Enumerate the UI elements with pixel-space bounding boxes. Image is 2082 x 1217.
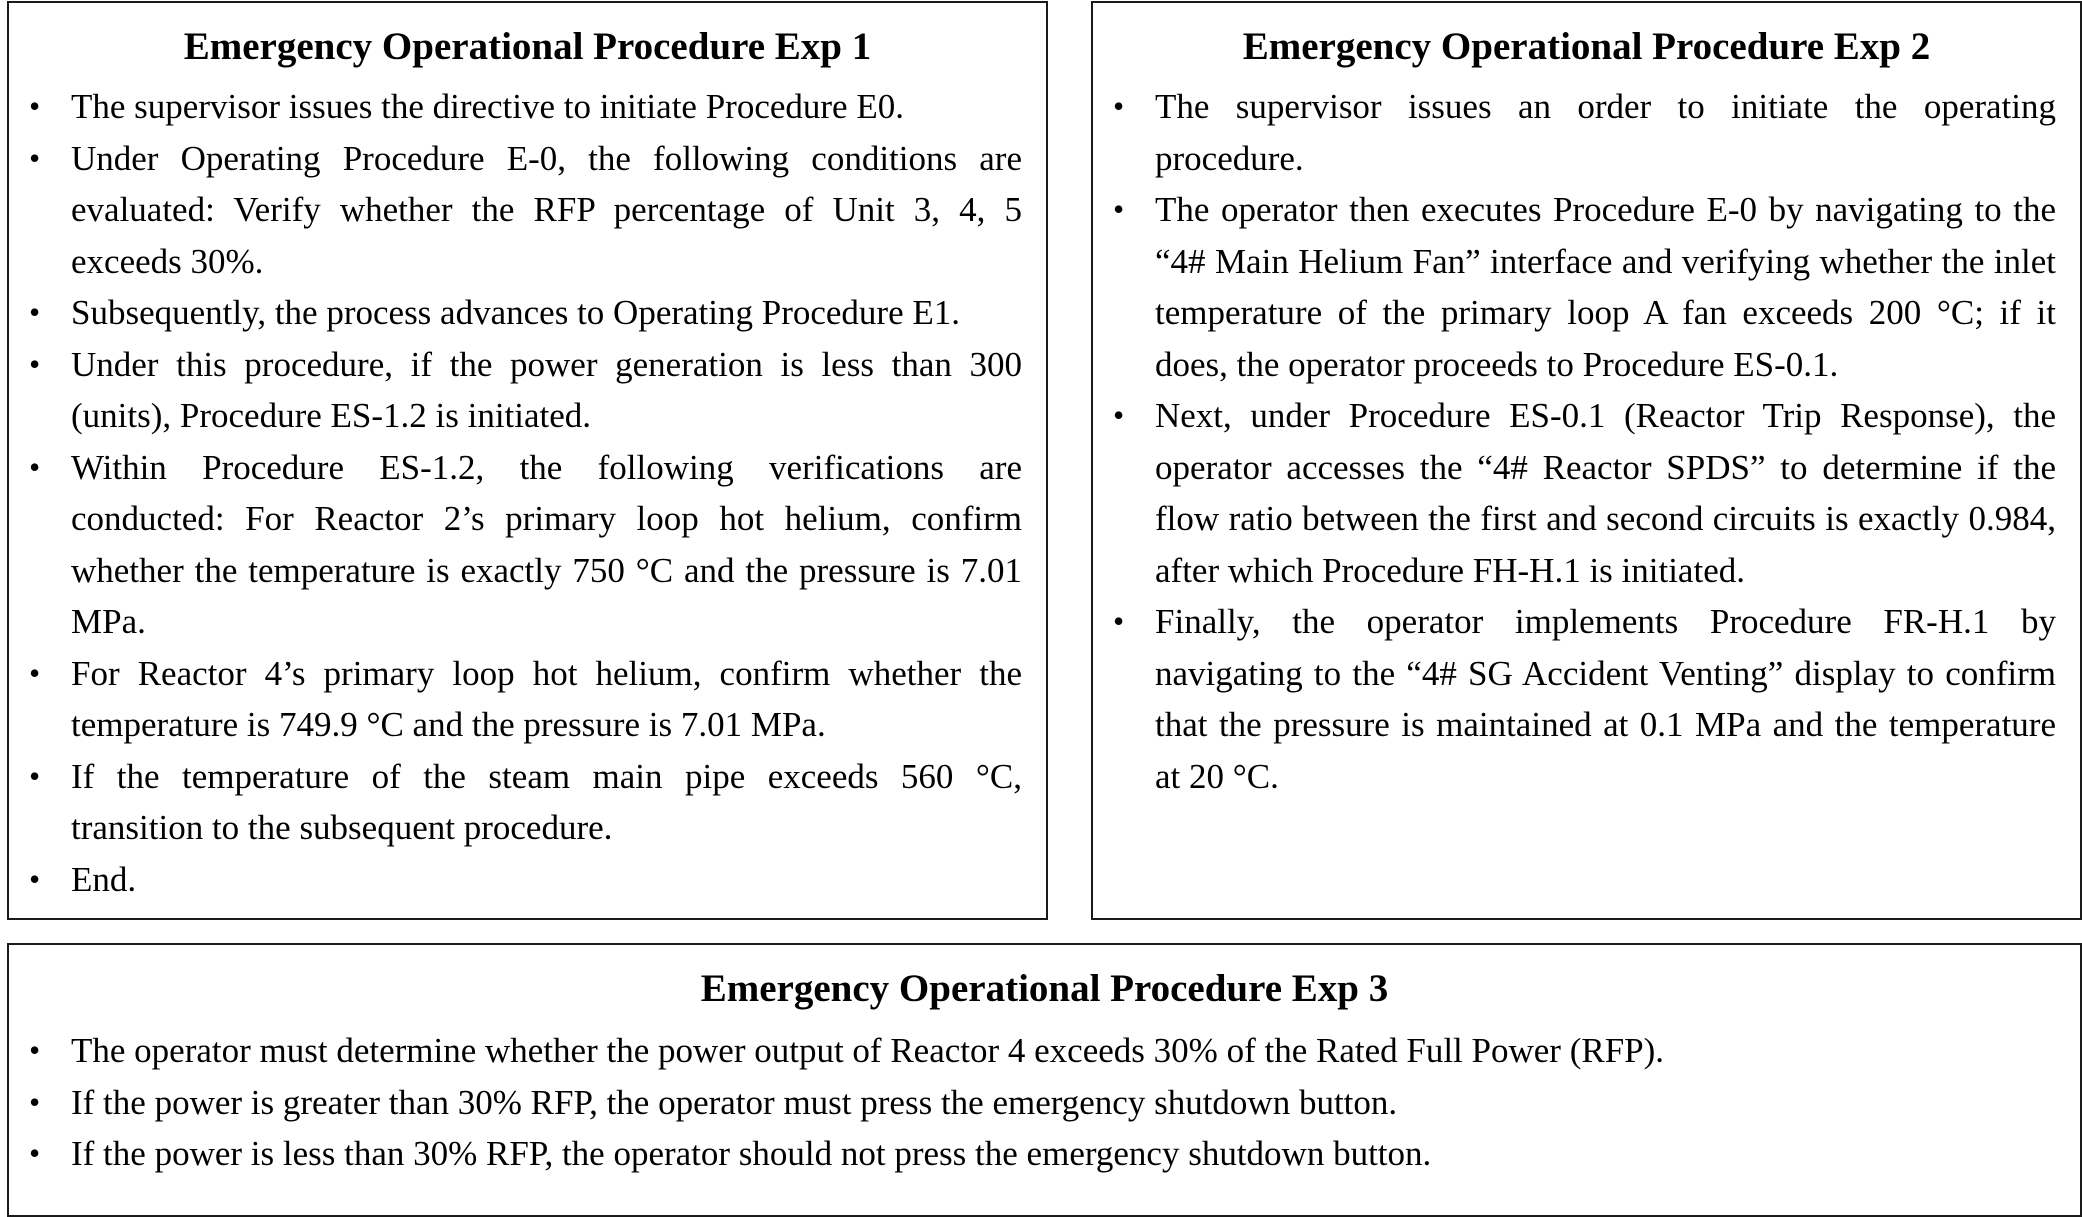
step-text: Under Operating Procedure E-0, the following conditions are evaluated: Verify whether the RFP percentage of Unit 3, 4, 5 exceeds 30%.	[71, 138, 1022, 281]
step-text: If the power is greater than 30% RFP, the operator must press the emergency shutdown button.	[71, 1082, 1398, 1122]
step-text: Within Procedure ES-1.2, the following verifications are conducted: For Reactor 2’s primary loop hot helium, confirm whether the temperature is exactly 750 °C and the pressure is 7.01 MPa.	[71, 447, 1022, 641]
bullet-icon: •	[29, 1083, 41, 1120]
step-text: The operator must determine whether the power output of Reactor 4 exceeds 30% of the Rated Full Power (RFP).	[71, 1031, 1665, 1070]
procedure-step-list	[1113, 81, 2056, 802]
list-item	[1113, 184, 2056, 390]
bullet-icon: •	[1113, 603, 1125, 639]
bullet-icon: •	[1113, 191, 1125, 227]
bullet-icon: •	[29, 448, 41, 485]
bullet-icon: •	[29, 1135, 41, 1171]
procedure-step-list	[29, 1025, 2056, 1180]
step-text: Subsequently, the process advances to Operating Procedure E1.	[71, 293, 960, 332]
step-text: If the temperature of the steam main pipe exceeds 560 °C, transition to the subsequent procedure.	[71, 756, 1022, 847]
bullet-icon: •	[29, 139, 41, 176]
bullet-icon: •	[29, 860, 41, 897]
panel-title: Emergency Operational Procedure Exp 1	[183, 25, 872, 68]
bullet-icon: •	[29, 654, 41, 691]
step-text: End.	[71, 859, 137, 899]
step-text: Under this procedure, if the power generation is less than 300 (units), Procedure ES-1.2 is initiated.	[71, 344, 1022, 435]
list-item	[29, 339, 1022, 442]
step-text: For Reactor 4’s primary loop hot helium, confirm whether the temperature is 749.9 °C and the pressure is 7.01 MPa.	[71, 653, 1022, 744]
step-text: The operator then executes Procedure E-0 by navigating to the “4# Main Helium Fan” interface and verifying whether the inlet temperature of the primary loop A fan exceeds 200 °C; if it does, the operator proceeds to Procedure ES-0.1.	[1155, 190, 2056, 384]
list-item	[29, 287, 1022, 339]
bullet-icon: •	[29, 88, 41, 124]
step-text: The supervisor issues the directive to initiate Procedure E0.	[71, 87, 904, 126]
list-item	[29, 1025, 2056, 1077]
bullet-icon: •	[29, 294, 41, 330]
list-item	[29, 1128, 2056, 1180]
list-item	[29, 648, 1022, 751]
bullet-icon: •	[1113, 88, 1125, 124]
step-text: Finally, the operator implements Procedure FR-H.1 by navigating to the “4# SG Accident Venting” display to confirm that the pressure is maintained at 0.1 MPa and the temperature at 20 °C.	[1155, 602, 2056, 796]
bullet-icon: •	[29, 757, 41, 794]
step-text: Next, under Procedure ES-0.1 (Reactor Trip Response), the operator accesses the “4# Reactor SPDS” to determine if the flow ratio between the first and second circuits is exactly 0.984, after which Procedure FH-H.1 is initiated.	[1155, 396, 2056, 590]
list-item	[1113, 596, 2056, 802]
list-item	[29, 854, 1022, 906]
list-item	[1113, 81, 2056, 184]
step-text: If the power is less than 30% RFP, the operator should not press the emergency shutdown button.	[71, 1134, 1432, 1173]
bullet-icon: •	[1113, 397, 1125, 433]
bullet-icon: •	[29, 345, 41, 382]
list-item	[29, 751, 1022, 854]
procedure-panel-exp-1	[7, 1, 1048, 920]
list-item	[29, 133, 1022, 288]
list-item	[29, 1077, 2056, 1129]
list-item	[29, 81, 1022, 133]
panel-title: Emergency Operational Procedure Exp 2	[1242, 25, 1931, 68]
procedure-panel-exp-3	[7, 943, 2082, 1217]
procedure-panel-exp-2	[1091, 1, 2082, 920]
panel-title: Emergency Operational Procedure Exp 3	[700, 967, 1389, 1010]
list-item	[1113, 390, 2056, 596]
bullet-icon: •	[29, 1032, 41, 1068]
list-item	[29, 442, 1022, 648]
step-text: The supervisor issues an order to initiate the operating procedure.	[1155, 87, 2056, 178]
procedure-step-list	[29, 81, 1022, 905]
